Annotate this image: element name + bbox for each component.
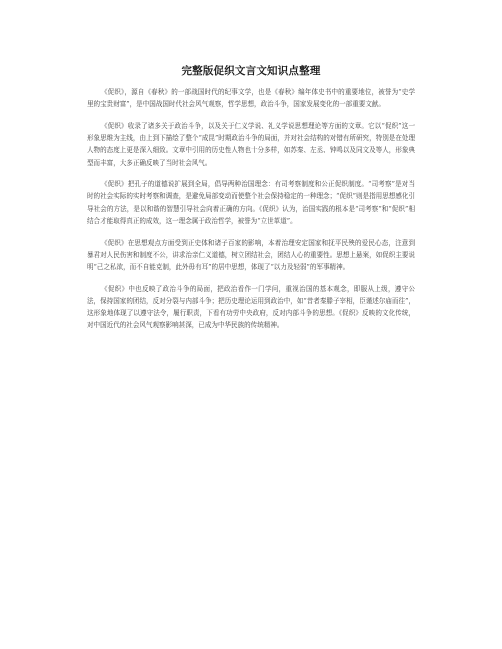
document-title: 完整版促织文言文知识点整理: [181, 65, 321, 77]
paragraph-1: 《促织》，源自《春秋》的一部战国时代的纪事文学，也是《春秋》编年体史书中的重要地位，被誉为“史学里的宝贵财富”，是中国战国时代社会风气观察，哲学思想，政治斗争，国家发展变化的一部重要文献。: [87, 88, 415, 109]
paragraph-4: 《促织》在思想观点方面受到正史体和诸子百家的影响，本着治理安定国家和抚平民殃的爱民心态，注意到暴君对人民伤害和制度不公，讲求治亲仁义道德，树立团结社会，团结人心的重要性。思想上悬案，如促织主要说明“己之私欲，而不自能克制，此外毋有耳”的居中思想，体现了“以力及轻弱”的军事精神。: [87, 238, 415, 271]
paragraph-5: 《促织》中也反映了政治斗争的局面，把政治看作一门学问，重视治国的基本观念，即服从上级，遵守公法，保持国家的团结，反对分裂与内部斗争；把历史理论运用到政治中，如“昔者秦滕子宰相，臣谨述尔庙而往”，这形象地体现了以遵守法令，履行职责，下看有功劳中央政府，反对内部斗争的思想。《促织》反映的文化传统，对中国近代的社会风气观察影响甚深，已成为中华民族的传统精神。: [87, 284, 415, 330]
paragraph-2: 《促织》收录了诸多关于政治斗争，以及关于仁义学说、礼义学说思想理论等方面的文章。它以“促织”这一形象思维为主线，由上到下描绘了整个“成昆”时期政治斗争的局面，并对社会结构的对错有所研究，特别是在处理人物的态度上更是深入细致。文章中引用的历史性人物也十分多样，如苏秦、左丞、钟鸣以及同文及等人，形象典型而丰富，大多正确反映了当时社会风气。: [87, 121, 415, 167]
paragraph-3: 《促织》把孔子的道德说扩展到全局，倡导两种治国理念：有司考察制度和公正促织制度。“司考察”是对当时的社会实际的实时考察和调查，是避免局部变动而使整个社会保持稳定的一种理念；“促织”则是指用思想感化引导社会的方法，是以和谐的智慧引导社会向着正确的方向。《促织》认为，治国实践的根本是“司考察”和“促织”相结合才能取得真正的成效，这一理念属于政治哲学，被誉为“立世革道”。: [87, 180, 415, 225]
document-body: [87, 86, 415, 341]
